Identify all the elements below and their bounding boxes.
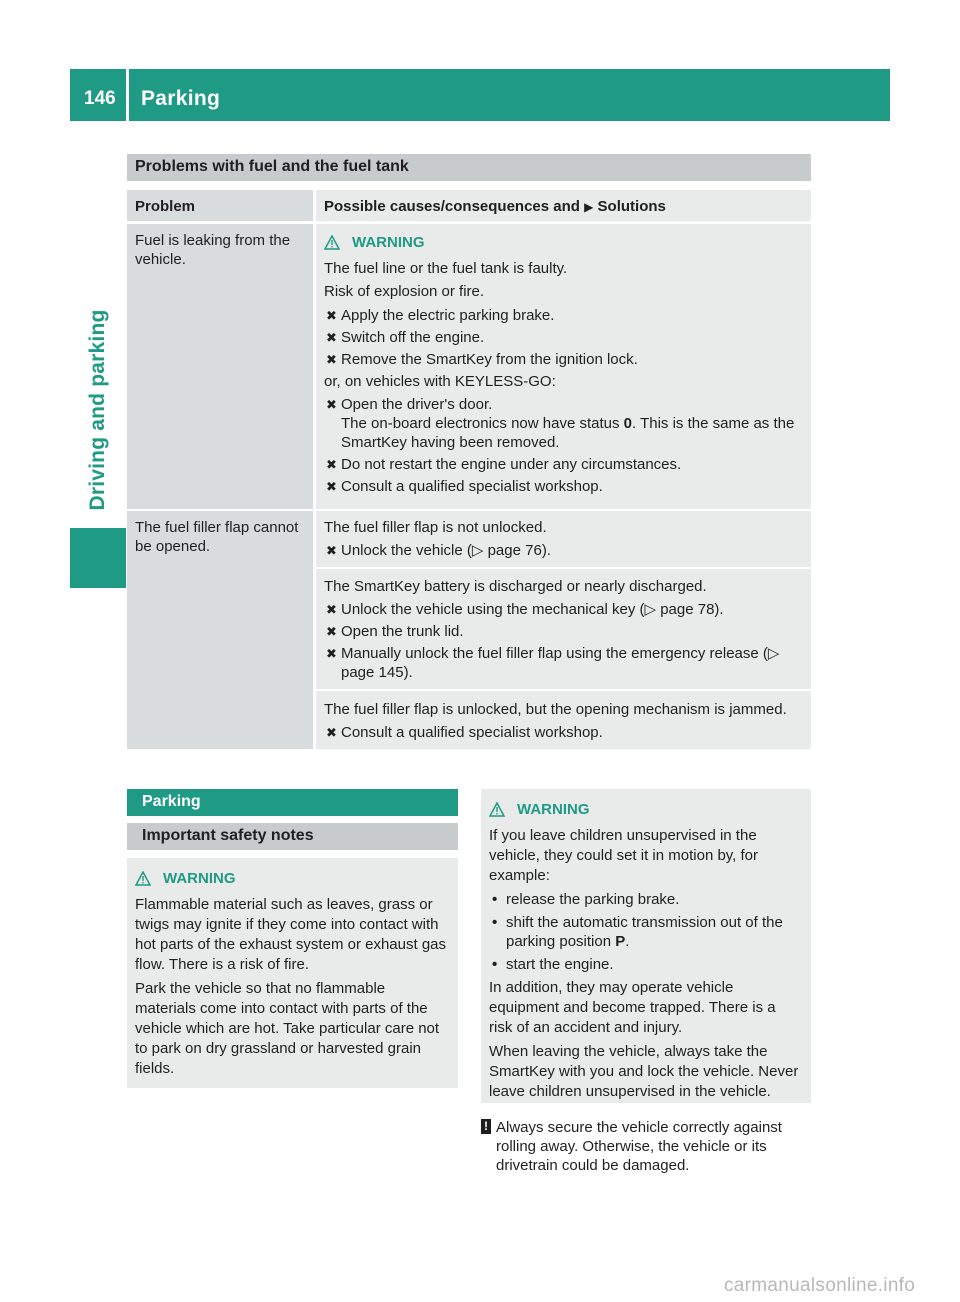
warning-paragraph: In addition, they may operate vehicle equipment and become trapped. There is a risk of an accident and injury.: [489, 979, 776, 1036]
header-solutions: [316, 190, 811, 221]
warning-paragraph: Park the vehicle so that no flammable materials come into contact with parts of the vehicle which are hot. Take particular care not to park on dry grassland or harvested grain fields.: [135, 980, 440, 1077]
side-tab-label: Driving and parking: [86, 309, 109, 511]
warning-triangle-icon: [489, 802, 505, 817]
step-arrow-icon: ✖: [326, 479, 337, 494]
exclamation-icon: !: [481, 1119, 491, 1134]
play-arrow-icon: ▶: [584, 200, 594, 214]
notice-text: Always secure the vehicle correctly against rolling away. Otherwise, the vehicle or its drivetrain could be damaged.: [496, 1119, 782, 1174]
warning-heading: [135, 870, 450, 887]
fuel-leak-solutions: [324, 234, 808, 499]
section-title-parking: Parking: [127, 789, 458, 816]
bullet-icon: •: [492, 956, 498, 973]
step-item: ✖ Open the driver's door. The on-board electronics now have status 0. This is the same as the SmartKey having been removed.: [326, 396, 795, 451]
warning-panel-children: [481, 789, 811, 1103]
warning-paragraph: If you leave children unsupervised in the vehicle, they could set it in motion by, for example:: [489, 827, 759, 884]
step-item: ✖ Open the trunk lid.: [326, 623, 464, 640]
step-arrow-icon: ✖: [326, 624, 337, 639]
step-item: ✖ Remove the SmartKey from the ignition lock.: [326, 351, 638, 368]
step-arrow-icon: ✖: [326, 725, 337, 740]
warning-triangle-icon: [324, 235, 340, 250]
step-arrow-icon: ✖: [326, 330, 337, 345]
warning-paragraph: Flammable material such as leaves, grass or twigs may ignite if they come into contact with hot parts of the exhaust system or exhaust gas flow. There is a risk of fire.: [135, 896, 447, 973]
warning-label: WARNING: [163, 870, 236, 887]
warning-heading: [324, 234, 808, 251]
bullet-icon: •: [492, 914, 498, 931]
step-item: ✖ Manually unlock the fuel filler flap using the emergency release (▷ page 145).: [326, 645, 780, 681]
step-arrow-icon: ✖: [326, 646, 337, 661]
problem-fuel-leak: Fuel is leaking from the vehicle.: [135, 232, 291, 268]
cause-line: The fuel line or the fuel tank is faulty.: [324, 260, 568, 277]
header-solutions-prefix: Possible causes/consequences and: [324, 198, 580, 215]
cause-line: The fuel filler flap is unlocked, but the opening mechanism is jammed.: [324, 701, 787, 718]
header-divider: [126, 69, 129, 121]
problem-flap-stuck: The fuel filler flap cannot be opened.: [135, 519, 299, 555]
table-header-row: [127, 190, 811, 221]
warning-triangle-icon: [135, 871, 151, 886]
cause-line: The SmartKey battery is discharged or nearly discharged.: [324, 578, 707, 595]
warning-paragraph: When leaving the vehicle, always take the SmartKey with you and lock the vehicle. Never leave children unsupervised in the vehicle.: [489, 1043, 799, 1100]
risk-line: Risk of explosion or fire.: [324, 283, 485, 300]
step-arrow-icon: ✖: [326, 397, 337, 412]
list-item: • start the engine.: [492, 956, 614, 973]
watermark: carmanualsonline.info: [724, 1275, 916, 1296]
flap-cause-2: [324, 577, 808, 685]
step-arrow-icon: ✖: [326, 308, 337, 323]
problems-table: [127, 190, 811, 221]
step-item: ✖ Consult a qualified specialist workshop.: [326, 724, 603, 741]
header-problem: Problem: [127, 190, 313, 221]
step-item: ✖ Consult a qualified specialist workshop.: [326, 478, 603, 495]
step-arrow-icon: ✖: [326, 352, 337, 367]
step-item: ✖ Unlock the vehicle using the mechanical key (▷ page 78).: [326, 601, 724, 618]
step-item: ✖ Do not restart the engine under any circumstances.: [326, 456, 682, 473]
flap-cause-1: [324, 518, 808, 563]
header-solutions-suffix: Solutions: [597, 198, 666, 215]
list-item: • release the parking brake.: [492, 891, 680, 908]
status-value: 0: [623, 415, 633, 432]
subsection-title-safety: Important safety notes: [127, 823, 458, 850]
side-tab-marker: [70, 528, 126, 588]
cause-line: The fuel filler flap is not unlocked.: [324, 519, 547, 536]
step-arrow-icon: ✖: [326, 543, 337, 558]
table-title: Problems with fuel and the fuel tank: [127, 154, 811, 181]
page-number: 146: [84, 88, 116, 109]
page-title: Parking: [141, 87, 221, 110]
warning-panel-fire: [127, 858, 458, 1088]
list-item: • shift the automatic transmission out of the parking position P.: [492, 914, 783, 950]
step-arrow-icon: ✖: [326, 602, 337, 617]
warning-label: WARNING: [352, 234, 425, 251]
bullet-icon: •: [492, 891, 498, 908]
step-item: ✖ Switch off the engine.: [326, 329, 485, 346]
warning-heading: [489, 801, 803, 818]
gear-position: P: [615, 933, 626, 950]
warning-label: WARNING: [517, 801, 590, 818]
flap-cause-3: [324, 700, 808, 745]
step-item: ✖ Apply the electric parking brake.: [326, 307, 555, 324]
notice-rolling-away: [481, 1118, 813, 1175]
step-arrow-icon: ✖: [326, 457, 337, 472]
or-line: or, on vehicles with KEYLESS-GO:: [324, 373, 556, 390]
step-item: ✖ Unlock the vehicle (▷ page 76).: [326, 542, 551, 559]
